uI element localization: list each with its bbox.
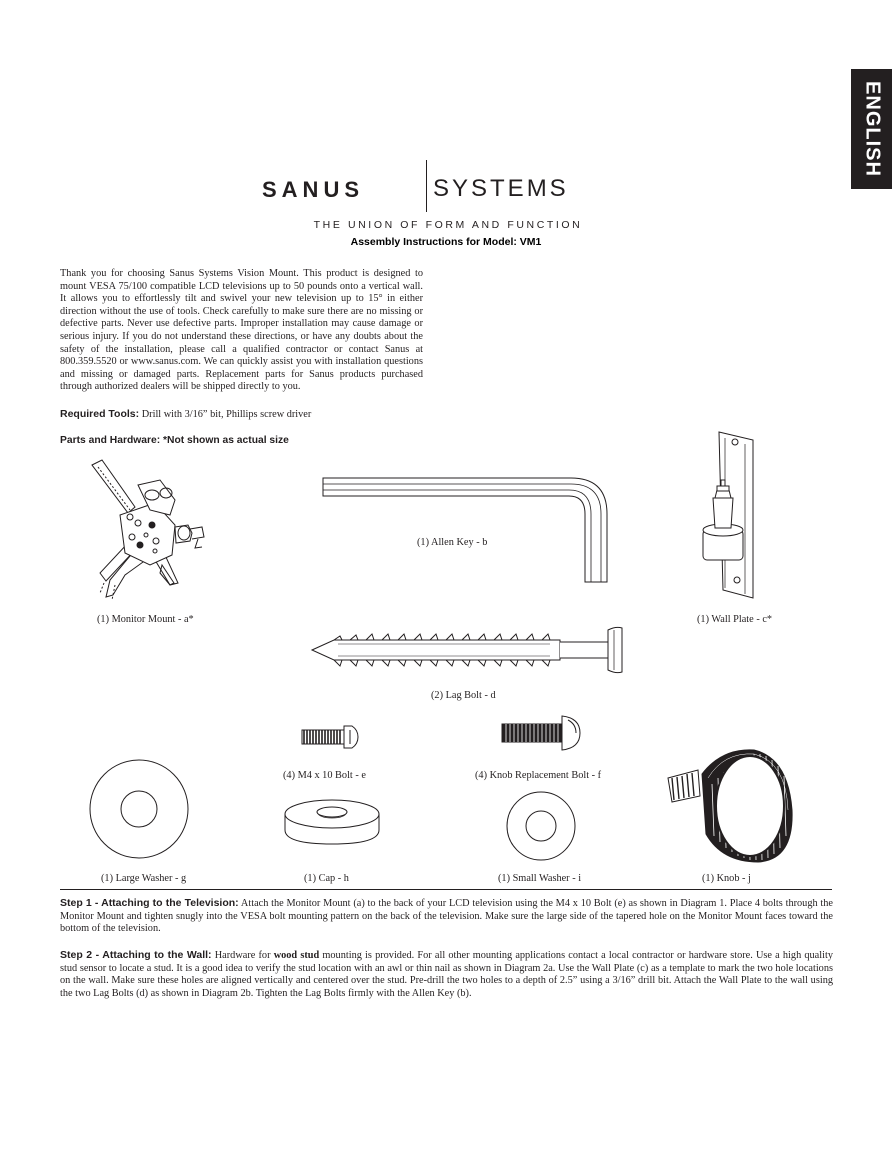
step-1: [60, 897, 833, 936]
cap-illustration: [283, 796, 381, 848]
small-washer-label: (1) Small Washer - i: [498, 873, 582, 884]
knob-illustration: [662, 744, 798, 866]
lag-bolt-illustration: [310, 624, 628, 676]
wall-plate-illustration: [695, 430, 765, 600]
sanus-logo: [262, 160, 634, 214]
logo-brand-left: SANUS: [262, 177, 365, 202]
knob-bolt-illustration: [500, 712, 582, 752]
language-tab-label: ENGLISH: [861, 81, 883, 177]
step-2-heading: Step 2 - Attaching to the Wall:: [60, 949, 212, 961]
logo-brand-right: SYSTEMS: [433, 175, 569, 202]
allen-key-label: (1) Allen Key - b: [417, 537, 488, 548]
monitor-mount-label: (1) Monitor Mount - a*: [97, 614, 194, 625]
m4-bolt-illustration: [300, 722, 360, 752]
required-tools-label: Required Tools:: [60, 408, 140, 420]
small-washer-illustration: [505, 790, 577, 862]
step-2-bold: wood stud: [273, 950, 320, 961]
cap-label: (1) Cap - h: [304, 873, 349, 884]
large-washer-illustration: [88, 758, 190, 860]
step-2-text: mounting is provided. For all other mounting applications contact a local contractor or hardware store. Use a high quality stud sensor to locate a stud. It is a good idea to verify the stud location with an awl or thin nail as shown in Diagram 2a. Use the Wall Plate (c) as a template to mark the two hole locations on the wall. Make sure these holes are aligned vertically and centered over the stud. Pre-drill the two holes to a depth of 2.5” using a 3/16” drill bit. Attach the Wall Plate to the wall using the two Lag Bolts (d) as shown in Diagram 2b. Tighten the Lag Bolts firmly with the Allen Key (b).: [60, 950, 833, 999]
knob-bolt-label: (4) Knob Replacement Bolt - f: [475, 770, 602, 781]
parts-heading: Parts and Hardware: *Not shown as actual size: [60, 435, 289, 446]
required-tools: [60, 408, 311, 420]
wall-plate-label: (1) Wall Plate - c*: [697, 614, 773, 625]
allen-key-illustration: [321, 474, 611, 586]
monitor-mount-illustration: [80, 455, 215, 605]
lag-bolt-label: (2) Lag Bolt - d: [431, 690, 496, 701]
document-title: Assembly Instructions for Model: VM1: [350, 236, 542, 248]
logo-divider: [426, 160, 427, 212]
large-washer-label: (1) Large Washer - g: [101, 873, 187, 884]
intro-paragraph: Thank you for choosing Sanus Systems Vision Mount. This product is designed to mount VESA 75/100 compatible LCD televisions up to 50 pounds onto a vertical wall. It allows you to effortlessly tilt and swivel your new television up to 15° in either direction without the use of tools. Check carefully to make sure there are no missing or defective parts. Never use defective parts. Improper installation may cause damage or serious injury. If you do not understand these directions, or have any doubts about the safety of the installation, please call a qualified contractor or contact Sanus at 800.359.5520 or www.sanus.com. We can quickly assist you with installation questions and missing or damaged parts. Replacement parts for Sanus products purchased through authorized dealers will be shipped directly to you.: [60, 268, 423, 393]
section-divider: [60, 889, 832, 890]
step-1-heading: Step 1 - Attaching to the Television:: [60, 897, 239, 909]
step-2-pre: Hardware for: [214, 950, 271, 961]
tagline: THE UNION OF FORM AND FUNCTION: [313, 219, 583, 231]
step-2: [60, 949, 833, 1000]
language-tab: [851, 69, 892, 189]
step-1-text: Attach the Monitor Mount (a) to the back of your LCD television using the M4 x 10 Bolt (e) as shown in Diagram 1. Place 4 bolts through the Monitor Mount and tighten snugly into the VESA bolt mounting pattern on the back of the television. Make sure the large side of the tapered hole on the Monitor Mount faces toward the bottom of the television.: [60, 898, 833, 935]
knob-label: (1) Knob - j: [702, 873, 751, 884]
required-tools-text: Drill with 3/16” bit, Phillips screw driver: [141, 409, 312, 420]
m4-bolt-label: (4) M4 x 10 Bolt - e: [283, 770, 366, 781]
